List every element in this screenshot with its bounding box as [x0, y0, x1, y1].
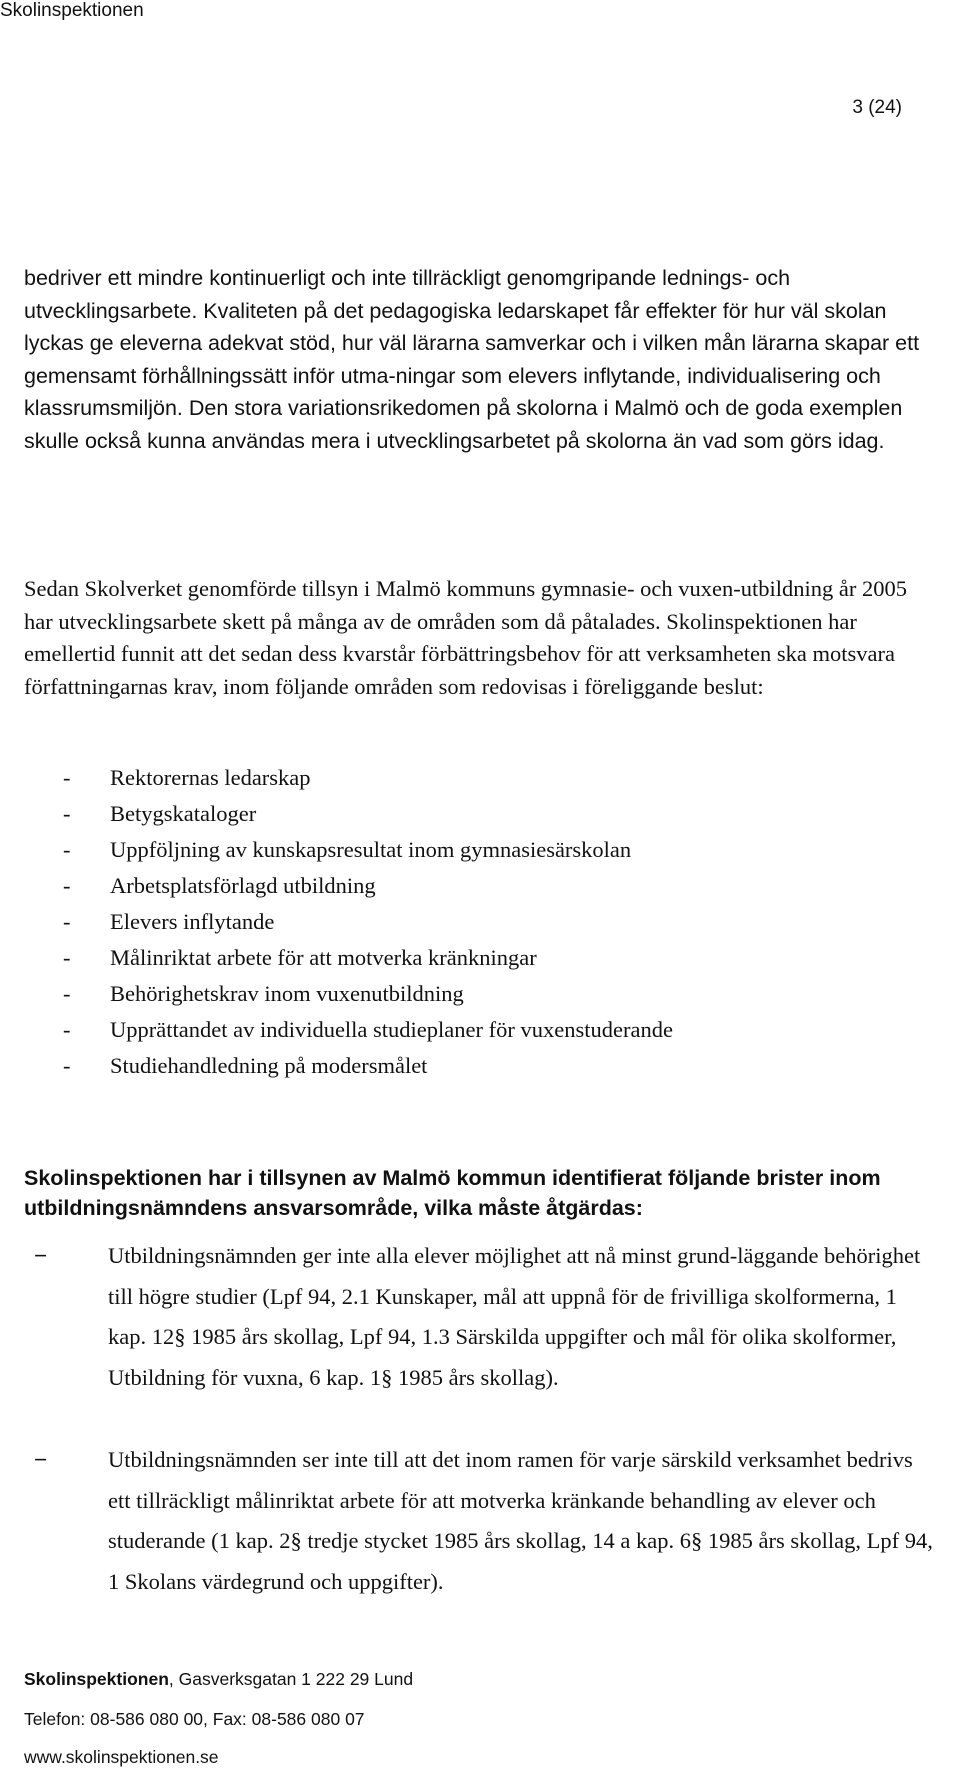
section-sign: § [174, 1324, 186, 1350]
footer-address-text: , Gasverksgatan 1 222 29 Lund [168, 1669, 414, 1689]
section-sign: § [381, 1365, 393, 1391]
list-item [24, 976, 673, 1012]
list-marker: - [63, 765, 71, 790]
list-item-label: Målinriktat arbete för att motverka kränkningar [110, 945, 537, 970]
finding-text-part: Utbildningsnämnden ser inte till att det inom ramen för varje särskild verksamhet bedrivs ett tillräckligt målinriktat arbete för att motverka kränkande behandling av elever och studerande (1 kap. 2 [108, 1447, 913, 1554]
list-item-label: Rektorernas ledarskap [110, 765, 311, 790]
list-item [24, 832, 673, 868]
list-marker: - [63, 909, 71, 934]
finding-marker: − [34, 1447, 48, 1472]
improvement-areas-list [24, 760, 673, 1084]
list-item [24, 940, 673, 976]
list-item [24, 796, 673, 832]
finding-item [24, 1236, 939, 1399]
header-organization: Skolinspektionen [0, 0, 144, 21]
section-sign: § [290, 1528, 302, 1554]
finding-marker: − [34, 1243, 48, 1268]
list-item [24, 904, 673, 940]
footer-website-link[interactable]: www.skolinspektionen.se [24, 1747, 219, 1767]
finding-item [24, 1440, 939, 1603]
list-item [24, 1048, 673, 1084]
list-item-label: Upprättandet av individuella studieplaner för vuxenstuderande [110, 1017, 673, 1042]
findings-heading: Skolinspektionen har i tillsynen av Malmö kommun identifierat följande brister inom utbildningsnämndens ansvarsområde, vilka måste åtgärdas: [24, 1166, 881, 1220]
finding-text [108, 1440, 938, 1603]
footer-address [24, 1669, 413, 1690]
section-sign: § [690, 1528, 703, 1554]
list-item [24, 868, 673, 904]
page-number: 3 (24) [852, 97, 902, 118]
list-marker: - [63, 1017, 71, 1042]
list-marker: - [63, 981, 71, 1006]
finding-text-part: 1985 års skollag, Lpf 94, 1.3 Särskilda uppgifter och mål för olika skolformer, Utbildning för vuxna, 6 kap. 1 [108, 1324, 897, 1391]
finding-text-part: Utbildningsnämnden ger inte alla elever möjlighet att nå minst grund-läggande behörighet till högre studier (Lpf 94, 2.1 Kunskaper, mål att uppnå för de frivilliga skolformerna, 1 kap. 12 [108, 1243, 921, 1350]
list-item [24, 760, 673, 796]
list-item-label: Uppföljning av kunskapsresultat inom gymnasiesärskolan [110, 837, 632, 862]
finding-text-part: 1985 års skollag, Lpf 94, 1 Skolans värdegrund och uppgifter). [108, 1528, 933, 1595]
list-item [24, 1012, 673, 1048]
list-marker: - [63, 801, 71, 826]
list-marker: - [63, 837, 71, 862]
list-marker: - [63, 1053, 71, 1078]
list-item-label: Behörighetskrav inom vuxenutbildning [110, 981, 464, 1006]
finding-text-part: 1985 års skollag). [392, 1365, 559, 1391]
list-item-label: Arbetsplatsförlagd utbildning [110, 873, 376, 898]
footer-contact: Telefon: 08-586 080 00, Fax: 08-586 080 07 [24, 1709, 365, 1729]
list-marker: - [63, 873, 71, 898]
finding-text [108, 1236, 938, 1399]
list-item-label: Betygskataloger [110, 801, 257, 826]
followup-paragraph: Sedan Skolverket genomförde tillsyn i Malmö kommuns gymnasie- och vuxen-utbildning år 2005 har utvecklingsarbete skett på många av de områden som då påtalades. Skolinspektionen har emellertid funnit att det sedan dess kvarstår förbättringsbehov för att verksamheten ska motsvara författningarnas krav, inom följande områden som redovisas i föreliggande beslut: [24, 576, 907, 699]
intro-paragraph: bedriver ett mindre kontinuerligt och inte tillräckligt genomgripande lednings- och utvecklingsarbete. Kvaliteten på det pedagogiska ledarskapet får effekter för hur väl skolan lyckas ge eleverna adekvat stöd, hur väl lärarna samverkar och i vilken mån lärarna skapar ett gemensamt förhållningssätt inför utma-ningar som elevers inflytande, individualisering och klassrumsmiljön. Den stora variationsrikedomen på skolorna i Malmö och de goda exemplen skulle också kunna användas mera i utvecklingsarbetet på skolorna än vad som görs idag. [24, 266, 920, 453]
list-item-label: Elevers inflytande [110, 909, 275, 934]
list-item-label: Studiehandledning på modersmålet [110, 1053, 428, 1078]
list-marker: - [63, 945, 71, 970]
finding-text-part: tredje stycket 1985 års skollag, 14 a kap. 6 [301, 1528, 691, 1554]
footer-org: Skolinspektionen [24, 1669, 169, 1689]
